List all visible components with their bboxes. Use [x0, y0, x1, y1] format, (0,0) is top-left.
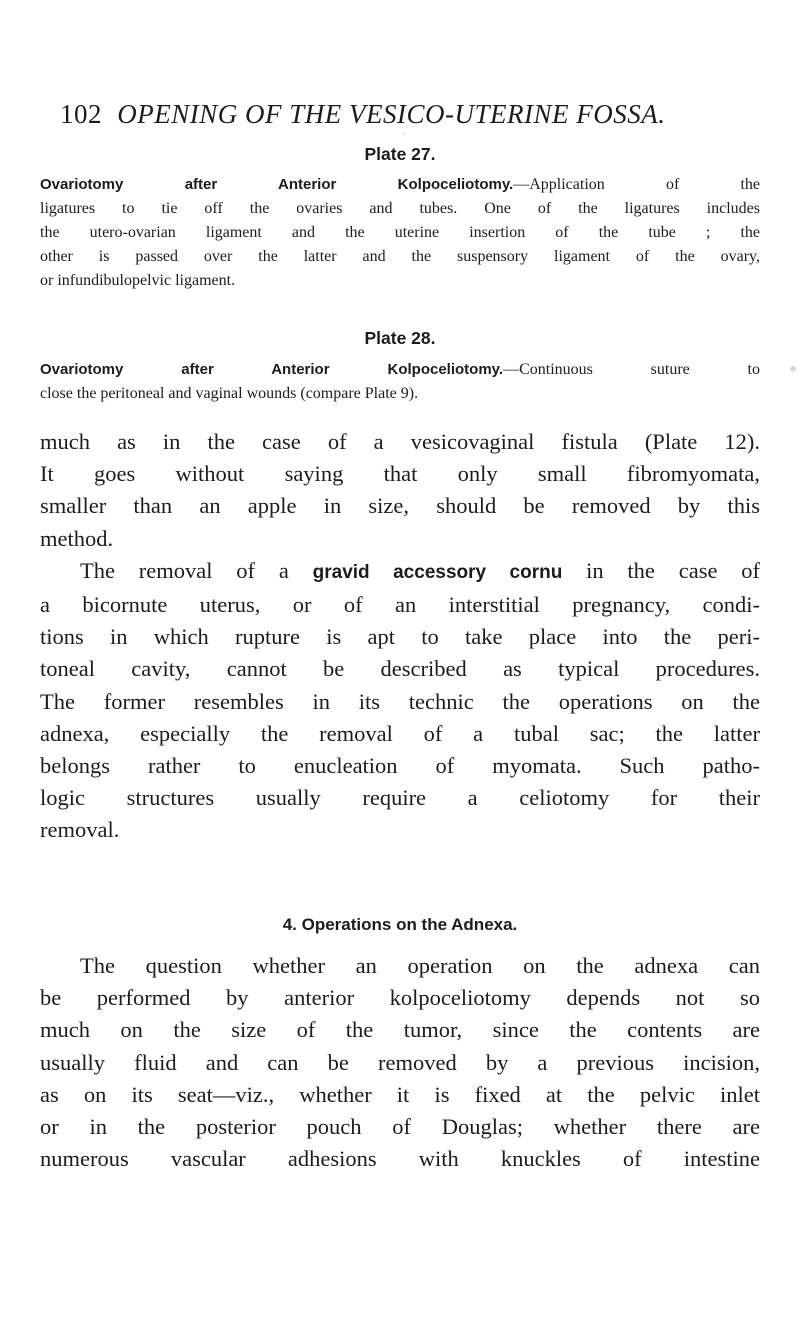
body-line: The question whether an operation on the adnexa can — [80, 953, 760, 978]
caption-line: or infundibulopelvic ligament. — [40, 272, 236, 289]
body-line: toneal cavity, cannot be described as typical procedures. — [40, 656, 760, 682]
body-line: The removal of a gravid accessory cornu in the case of — [80, 557, 760, 583]
body-line: removal. — [40, 817, 120, 843]
body-line: smaller than an apple in size, should be removed by this — [40, 493, 760, 519]
body-line: or in the posterior pouch of Douglas; whether there are — [40, 1114, 760, 1140]
body-line: as on its seat—viz., whether it is fixed at the pelvic inlet — [40, 1081, 760, 1107]
plate-28-caption — [40, 358, 760, 406]
body-line: adnexa, especially the removal of a tubal sac; the latter — [40, 720, 760, 746]
body-line: much as in the case of a vesicovaginal fistula (Plate 12). — [40, 429, 760, 454]
plate-27-caption — [40, 173, 760, 293]
section-4-text — [40, 950, 760, 1175]
page-edge-mark — [790, 366, 796, 372]
page-number: 102 — [60, 99, 102, 129]
body-line: usually fluid and can be removed by a previous incision, — [40, 1049, 760, 1075]
body-line: numerous vascular adhesions with knuckles of intestine — [40, 1146, 760, 1172]
emphasis-gravid-accessory-cornu: gravid accessory cornu — [312, 561, 563, 583]
body-line: belongs rather to enucleation of myomata. Such patho- — [40, 753, 760, 779]
running-head-title: OPENING OF THE VESICO-UTERINE FOSSA. — [117, 99, 666, 129]
print-tick-mark: ‘ — [403, 131, 406, 140]
body-line: much on the size of the tumor, since the contents are — [40, 1017, 760, 1043]
caption-line: ligatures to tie off the ovaries and tubes. One of the ligatures includes — [40, 200, 760, 217]
body-line: a bicornute uterus, or of an interstitial pregnancy, condi- — [40, 592, 760, 618]
body-line: The former resembles in its technic the operations on the — [40, 688, 760, 714]
body-line: It goes without saying that only small fibromyomata, — [40, 461, 760, 487]
plate-27-lead: Ovariotomy after Anterior Kolpoceliotomy. — [40, 176, 514, 193]
plate-28-lead: Ovariotomy after Anterior Kolpoceliotomy. — [40, 361, 504, 378]
caption-line: Ovariotomy after Anterior Kolpoceliotomy.—Continuous suture to — [40, 361, 760, 378]
running-head — [60, 99, 760, 130]
body-line: tions in which rupture is apt to take place into the peri- — [40, 624, 760, 650]
body-text — [40, 426, 760, 847]
plate-27-heading: Plate 27. — [364, 144, 436, 164]
body-line: logic structures usually require a celiotomy for their — [40, 785, 760, 811]
caption-line: Ovariotomy after Anterior Kolpoceliotomy.—Application of the — [40, 176, 760, 193]
body-line: be performed by anterior kolpoceliotomy depends not so — [40, 985, 760, 1011]
plate-28-heading: Plate 28. — [364, 328, 436, 348]
caption-line: other is passed over the latter and the suspensory ligament of the ovary, — [40, 248, 760, 265]
caption-line: the utero-ovarian ligament and the uterine insertion of the tube ; the — [40, 224, 760, 241]
caption-line: close the peritoneal and vaginal wounds (compare Plate 9). — [40, 385, 419, 402]
body-line: method. — [40, 525, 114, 551]
section-4-heading: 4. Operations on the Adnexa. — [282, 915, 518, 934]
